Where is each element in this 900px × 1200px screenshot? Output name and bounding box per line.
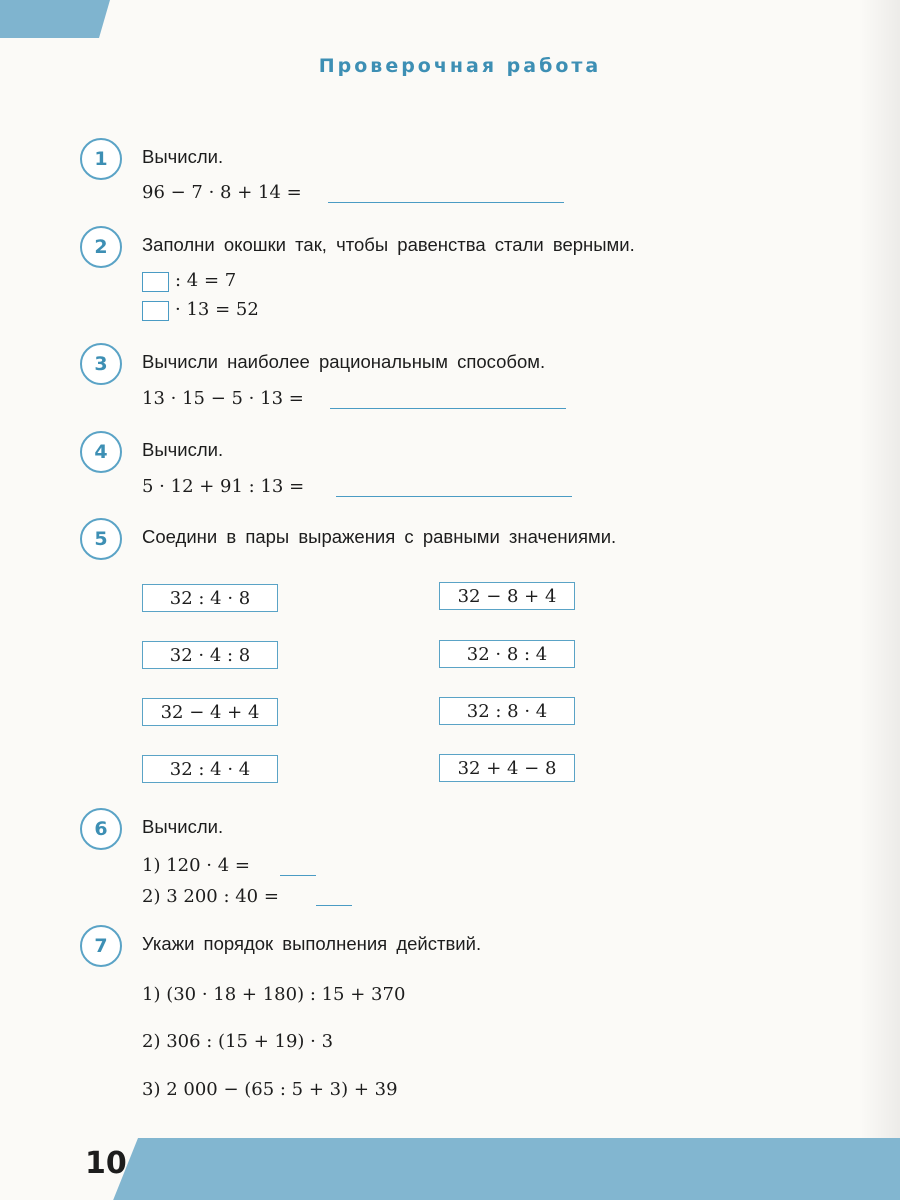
task-question: Вычисли. bbox=[142, 439, 224, 460]
task-question: Вычисли наиболее рациональным способом. bbox=[142, 351, 546, 372]
task-number-badge: 3 bbox=[80, 343, 122, 385]
task-expression: 13 · 15 − 5 · 13 = bbox=[142, 388, 304, 409]
answer-line[interactable] bbox=[316, 905, 352, 906]
expression-card-left[interactable]: 32 − 4 + 4 bbox=[142, 698, 278, 726]
task-expression: 96 − 7 · 8 + 14 = bbox=[142, 182, 302, 203]
task-question: Вычисли. bbox=[142, 146, 224, 167]
page-title: Проверочная работа bbox=[318, 55, 602, 77]
answer-line[interactable] bbox=[336, 496, 572, 497]
task-item: 2) 3 200 : 40 = bbox=[142, 886, 279, 907]
task-number-badge: 6 bbox=[80, 808, 122, 850]
task-number-badge: 7 bbox=[80, 925, 122, 967]
equation-line: · 13 = 52 bbox=[175, 299, 259, 320]
answer-line[interactable] bbox=[280, 875, 316, 876]
task-number-badge: 4 bbox=[80, 431, 122, 473]
expression-card-left[interactable]: 32 : 4 · 8 bbox=[142, 584, 278, 612]
task-question: Заполни окошки так, чтобы равенства стали верными. bbox=[142, 234, 635, 255]
equation-line: : 4 = 7 bbox=[175, 270, 237, 291]
top-decoration-band bbox=[0, 0, 110, 38]
task-item: 1) (30 · 18 + 180) : 15 + 370 bbox=[142, 984, 406, 1005]
expression-card-right[interactable]: 32 · 8 : 4 bbox=[439, 640, 575, 668]
task-question: Вычисли. bbox=[142, 816, 224, 837]
task-item: 2) 306 : (15 + 19) · 3 bbox=[142, 1031, 334, 1052]
answer-box[interactable] bbox=[142, 272, 169, 292]
expression-card-left[interactable]: 32 : 4 · 4 bbox=[142, 755, 278, 783]
expression-card-right[interactable]: 32 : 8 · 4 bbox=[439, 697, 575, 725]
task-number-badge: 5 bbox=[80, 518, 122, 560]
footer-band bbox=[0, 1138, 900, 1200]
task-number-badge: 1 bbox=[80, 138, 122, 180]
task-question: Соедини в пары выражения с равными значениями. bbox=[142, 526, 617, 547]
answer-line[interactable] bbox=[328, 202, 564, 203]
page-number: 10 bbox=[85, 1146, 127, 1181]
task-expression: 5 · 12 + 91 : 13 = bbox=[142, 476, 305, 497]
answer-box[interactable] bbox=[142, 301, 169, 321]
task-item: 1) 120 · 4 = bbox=[142, 855, 250, 876]
page-edge-shadow bbox=[860, 0, 900, 1200]
expression-card-left[interactable]: 32 · 4 : 8 bbox=[142, 641, 278, 669]
task-number-badge: 2 bbox=[80, 226, 122, 268]
answer-line[interactable] bbox=[330, 408, 566, 409]
expression-card-right[interactable]: 32 − 8 + 4 bbox=[439, 582, 575, 610]
expression-card-right[interactable]: 32 + 4 − 8 bbox=[439, 754, 575, 782]
task-question: Укажи порядок выполнения действий. bbox=[142, 933, 482, 954]
task-item: 3) 2 000 − (65 : 5 + 3) + 39 bbox=[142, 1079, 398, 1100]
